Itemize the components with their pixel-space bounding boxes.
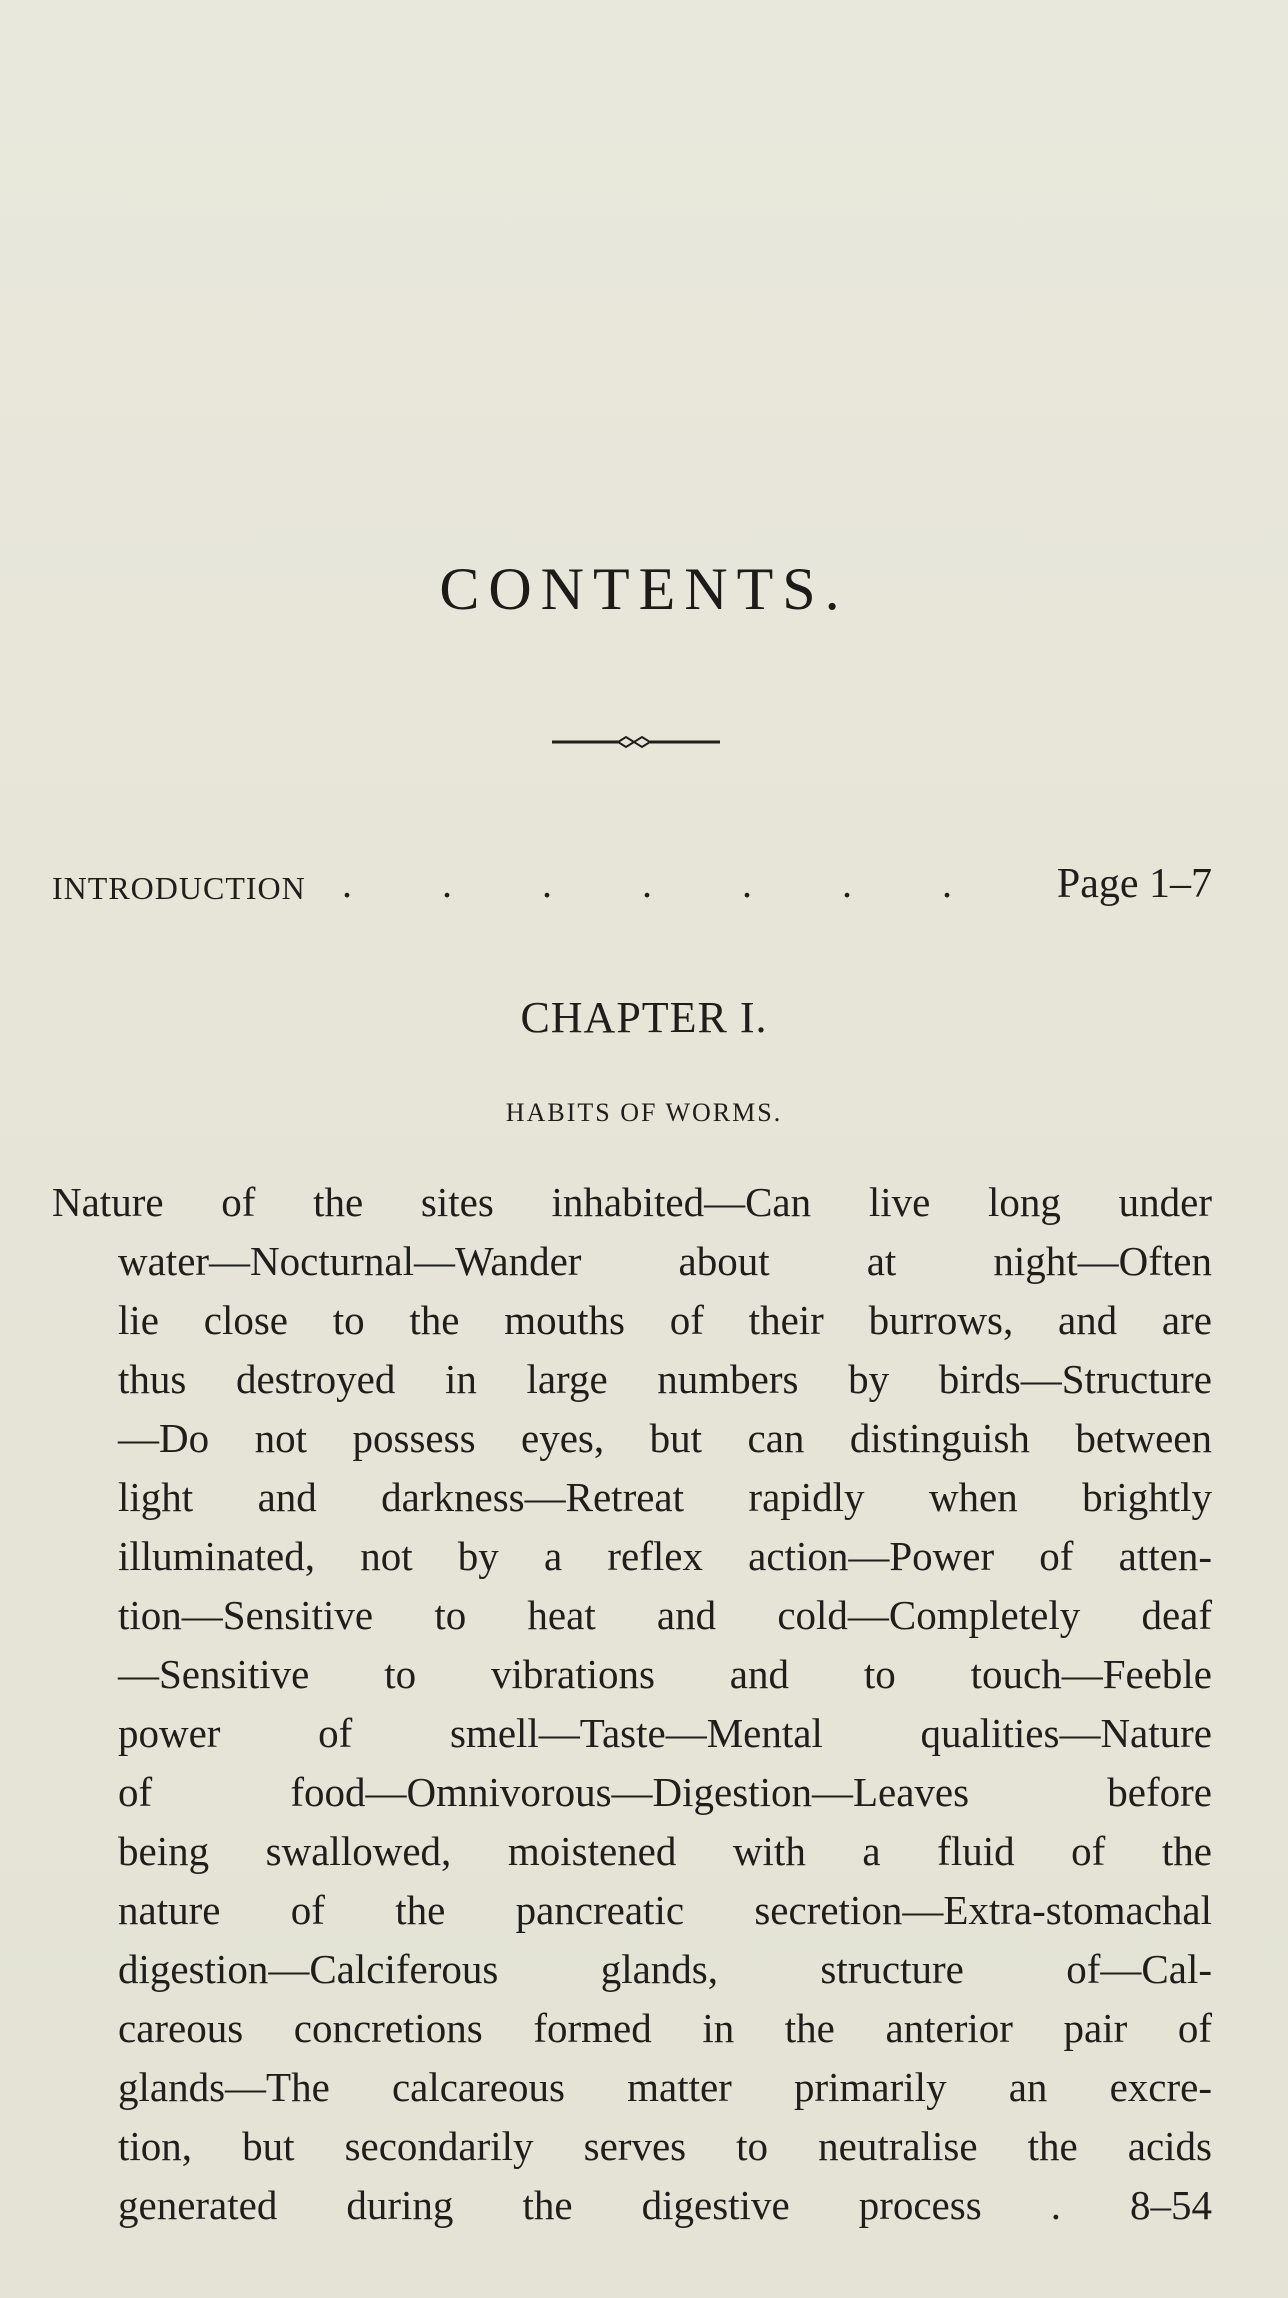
summary-line: generated during the digestive process . 8–54	[118, 2182, 1212, 2228]
summary-line: power of smell—Taste—Mental qualities—Nature	[118, 1710, 1212, 1756]
page-title: CONTENTS.	[439, 556, 849, 622]
leader-dots: . . . . . . .	[342, 861, 952, 906]
summary-line: water—Nocturnal—Wander about at night—Often	[118, 1238, 1212, 1284]
summary-line: light and darkness—Retreat rapidly when brightly	[118, 1474, 1212, 1520]
summary-line: thus destroyed in large numbers by birds—Structure	[118, 1356, 1212, 1402]
toc-entry-page-range: Page 1–7	[1056, 861, 1212, 907]
summary-line: being swallowed, moistened with a fluid of the	[118, 1828, 1212, 1874]
summary-line: illuminated, not by a reflex action—Power of atten-	[118, 1533, 1212, 1579]
toc-entry-introduction	[52, 860, 1212, 906]
divider-ornament	[552, 732, 720, 752]
chapter-heading: CHAPTER I.	[520, 993, 768, 1042]
chapter-summary	[52, 1173, 1212, 2235]
summary-line: tion—Sensitive to heat and cold—Completely deaf	[118, 1592, 1212, 1638]
summary-line: —Sensitive to vibrations and to touch—Feeble	[118, 1651, 1212, 1697]
summary-line: careous concretions formed in the anterior pair of	[118, 2005, 1212, 2051]
toc-entry-label: INTRODUCTION	[52, 870, 306, 906]
summary-line: tion, but secondarily serves to neutralise the acids	[118, 2123, 1212, 2169]
summary-line: glands—The calcareous matter primarily an excre-	[118, 2064, 1212, 2110]
summary-line: of food—Omnivorous—Digestion—Leaves before	[118, 1769, 1212, 1815]
summary-line: —Do not possess eyes, but can distinguish between	[118, 1415, 1212, 1461]
summary-line: lie close to the mouths of their burrows, and are	[118, 1297, 1212, 1343]
summary-line: digestion—Calciferous glands, structure of—Cal-	[118, 1946, 1212, 1992]
summary-line: Nature of the sites inhabited—Can live long under	[52, 1179, 1212, 1225]
summary-line: nature of the pancreatic secretion—Extra-stomachal	[118, 1887, 1212, 1933]
chapter-subtitle: HABITS OF WORMS.	[505, 1098, 783, 1127]
